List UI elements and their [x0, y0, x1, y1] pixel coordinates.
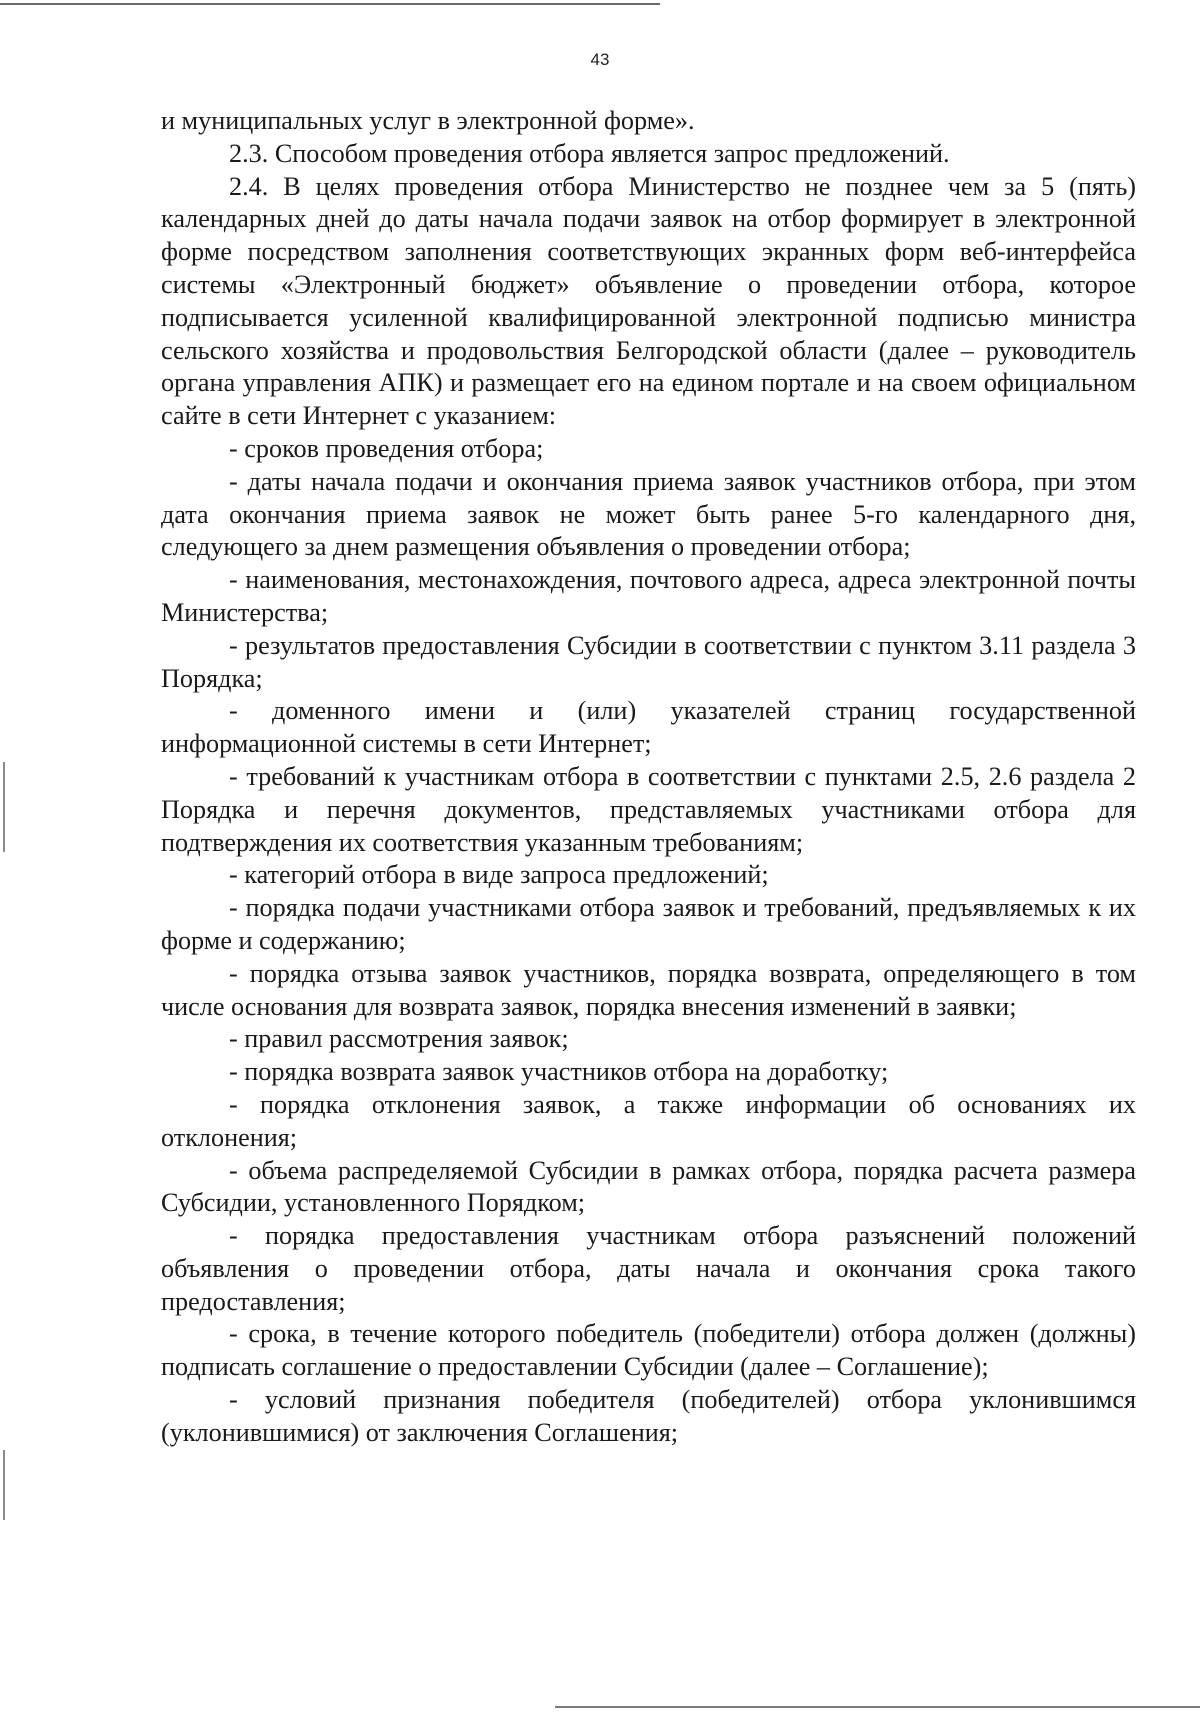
paragraph: - сроков проведения отбора;	[229, 433, 544, 463]
paragraph: - категорий отбора в виде запроса предложений;	[229, 860, 769, 890]
paragraph: - порядка отклонения заявок, а также информации об основаниях их отклонения;	[161, 1089, 1136, 1152]
paragraph: 2.3. Способом проведения отбора является запрос предложений.	[229, 138, 950, 168]
paragraph: - срока, в течение которого победитель (победители) отбора должен (должны) подписать соглашение о предоставлении Субсидии (далее – Соглашение);	[161, 1319, 1136, 1382]
document-body	[161, 105, 1136, 1450]
page-number: 43	[590, 50, 610, 69]
scan-edge-mark	[3, 1450, 5, 1520]
scan-edge-bottom	[555, 1706, 1200, 1708]
paragraph: - результатов предоставления Субсидии в соответствии с пунктом 3.11 раздела 3 Порядка;	[161, 630, 1136, 693]
paragraph: - объема распределяемой Субсидии в рамках отбора, порядка расчета размера Субсидии, установленного Порядком;	[161, 1155, 1136, 1218]
paragraph: - порядка возврата заявок участников отбора на доработку;	[229, 1057, 889, 1087]
paragraph: - порядка подачи участниками отбора заявок и требований, предъявляемых к их форме и содержанию;	[161, 893, 1136, 955]
paragraph: 2.4. В целях проведения отбора Министерство не позднее чем за 5 (пять) календарных дней до даты начала подачи заявок на отбор формирует в электронной форме посредством заполнения соответствующих экранных форм веб-интерфейса системы «Электронный бюджет» объявление о проведении отбора, которое подписывается усиленной квалифицированной электронной подписью министра сельского хозяйства и продовольствия Белгородской области (далее – руководитель органа управления АПК) и размещает его на едином портале и на своем официальном сайте в сети Интернет с указанием:	[161, 171, 1136, 431]
paragraph: - наименования, местонахождения, почтового адреса, адреса электронной почты Министерства;	[161, 565, 1136, 627]
paragraph: и муниципальных услуг в электронной форме».	[161, 106, 695, 135]
scan-edge-top	[0, 3, 660, 5]
paragraph: - порядка отзыва заявок участников, порядка возврата, определяющего в том числе основания для возврата заявок, порядка внесения изменений в заявки;	[161, 958, 1136, 1021]
scan-edge-mark	[3, 762, 5, 852]
paragraph: - даты начала подачи и окончания приема заявок участников отбора, при этом дата окончания приема заявок не может быть ранее 5-го календарного дня, следующего за днем размещения объявления о проведении отбора;	[161, 466, 1136, 562]
paragraph: - порядка предоставления участникам отбора разъяснений положений объявления о проведении отбора, даты начала и окончания срока такого предоставления;	[161, 1221, 1136, 1316]
paragraph: - требований к участникам отбора в соответствии с пунктами 2.5, 2.6 раздела 2 Порядка и перечня документов, представляемых участниками отбора для подтверждения их соответствия указанным требованиям;	[161, 761, 1136, 857]
paragraph: - правил рассмотрения заявок;	[229, 1024, 569, 1054]
paragraph: - доменного имени и (или) указателей страниц государственной информационной системы в сети Интернет;	[161, 696, 1136, 759]
paragraph: - условий признания победителя (победителей) отбора уклонившимся (уклонившимися) от заключения Соглашения;	[161, 1385, 1136, 1447]
